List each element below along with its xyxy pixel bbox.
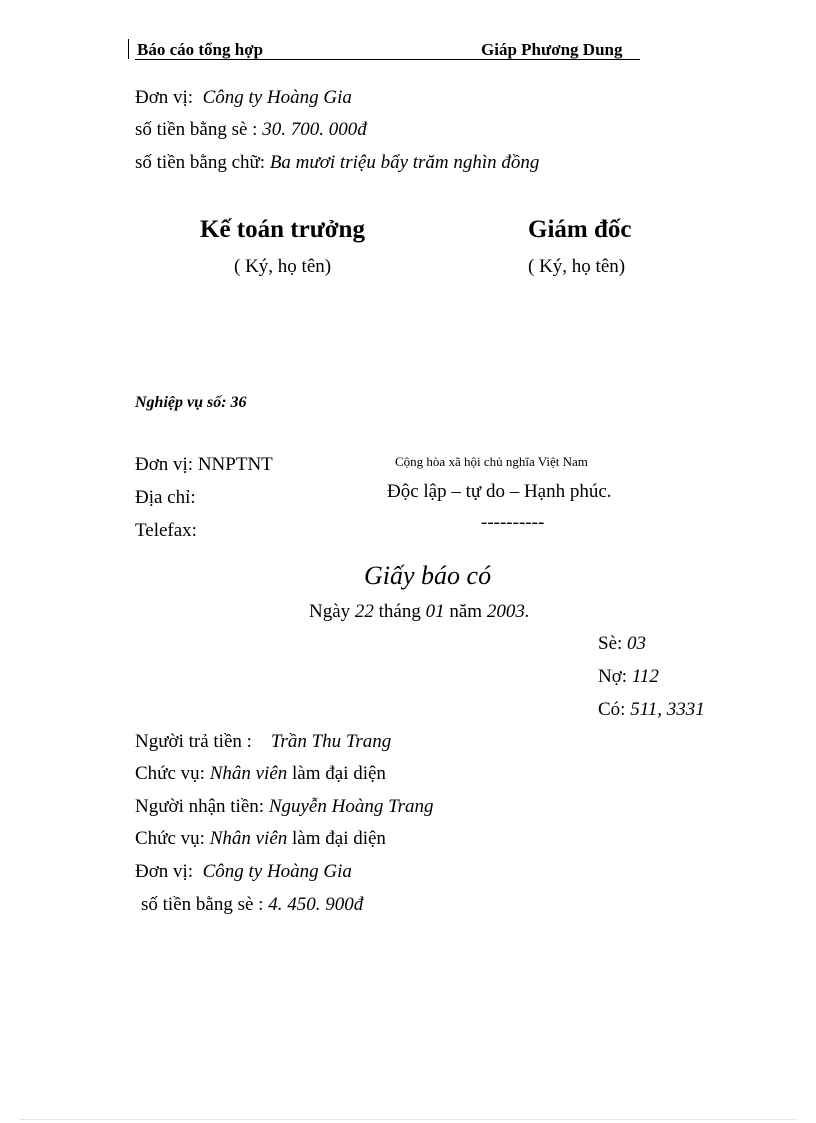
top-so-tien-so-line — [135, 119, 367, 141]
top-don-vi-line — [135, 87, 352, 109]
ref-co-value: 511, 3331 — [630, 699, 705, 720]
ref-co-line — [598, 699, 705, 721]
ref-co-label: Có: — [598, 699, 626, 720]
date-prefix: Ngày — [309, 601, 351, 622]
signature-chief-accountant: Kế toán trưởng — [200, 216, 365, 243]
ref-no-value: 112 — [631, 666, 659, 687]
org-don-vi: Đơn vị: NNPTNT — [135, 454, 273, 475]
ref-no-label: Nợ: — [598, 666, 628, 687]
date-day: 22 — [354, 601, 374, 622]
header-author: Giáp Phương Dung — [481, 40, 623, 59]
detail-don-vi-label: Đơn vị: — [135, 861, 194, 882]
top-so-tien-so-value: 30. 700. 000đ — [262, 119, 367, 140]
top-don-vi-label: Đơn vị: — [135, 87, 194, 108]
detail-position1-value: Nhân viên — [209, 763, 288, 784]
date-year-word: năm — [449, 601, 483, 622]
top-don-vi-value: Công ty Hoàng Gia — [202, 87, 352, 108]
detail-position2-label: Chức vụ: — [135, 828, 205, 849]
detail-receiver-name: Nguyễn Hoàng Trang — [268, 796, 434, 817]
ref-so-line — [598, 633, 646, 655]
detail-position2-value: Nhân viên — [209, 828, 288, 849]
motto-slogan: Độc lập – tự do – Hạnh phúc. — [387, 481, 612, 502]
top-so-tien-chu-value: Ba mươi triệu bẩy trăm nghìn đồng — [269, 152, 540, 173]
document-title: Giấy báo có — [364, 561, 492, 590]
detail-payer-line — [135, 731, 391, 753]
header-margin-bar — [128, 39, 129, 59]
page-bottom-border — [20, 1119, 796, 1120]
top-so-tien-chu-label: số tiền bằng chữ: — [135, 152, 266, 173]
detail-position1-label: Chức vụ: — [135, 763, 205, 784]
date-year: 2003. — [486, 601, 530, 622]
ref-so-value: 03 — [627, 633, 647, 654]
date-month: 01 — [425, 601, 445, 622]
header-left-title: Báo cáo tổng hợp — [137, 40, 264, 59]
transaction-number: Nghiệp vụ số: 36 — [135, 394, 247, 411]
detail-amount-line — [141, 894, 363, 916]
org-telefax: Telefax: — [135, 520, 197, 541]
top-so-tien-chu-line — [135, 152, 539, 174]
detail-receiver-label: Người nhận tiền: — [135, 796, 265, 817]
detail-position1-suffix: làm đại diện — [292, 763, 386, 784]
detail-don-vi-value: Công ty Hoàng Gia — [202, 861, 352, 882]
top-so-tien-so-label: số tiền bằng sè : — [135, 119, 258, 140]
detail-position1-line — [135, 763, 386, 785]
date-month-word: tháng — [378, 601, 421, 622]
detail-amount-value: 4. 450. 900đ — [268, 894, 364, 915]
detail-payer-label: Người trả tiền : — [135, 731, 252, 752]
ref-no-line — [598, 666, 659, 688]
detail-position2-line — [135, 828, 386, 850]
signature-director: Giám đốc — [528, 216, 632, 243]
signature-director-note: ( Ký, họ tên) — [528, 256, 626, 277]
motto-country: Cộng hòa xã hội chủ nghĩa Việt Nam — [395, 454, 588, 469]
detail-position2-suffix: làm đại diện — [292, 828, 386, 849]
document-date — [309, 601, 530, 623]
detail-payer-name: Trần Thu Trang — [270, 731, 392, 752]
ref-so-label: Sè: — [598, 633, 623, 654]
detail-receiver-line — [135, 796, 434, 818]
header-rule — [135, 59, 640, 60]
org-dia-chi: Địa chỉ: — [135, 487, 196, 508]
motto-dashes: ---------- — [481, 512, 545, 533]
detail-amount-label: số tiền bằng sè : — [141, 894, 264, 915]
detail-don-vi-line — [135, 861, 352, 883]
signature-chief-accountant-note: ( Ký, họ tên) — [234, 256, 332, 277]
